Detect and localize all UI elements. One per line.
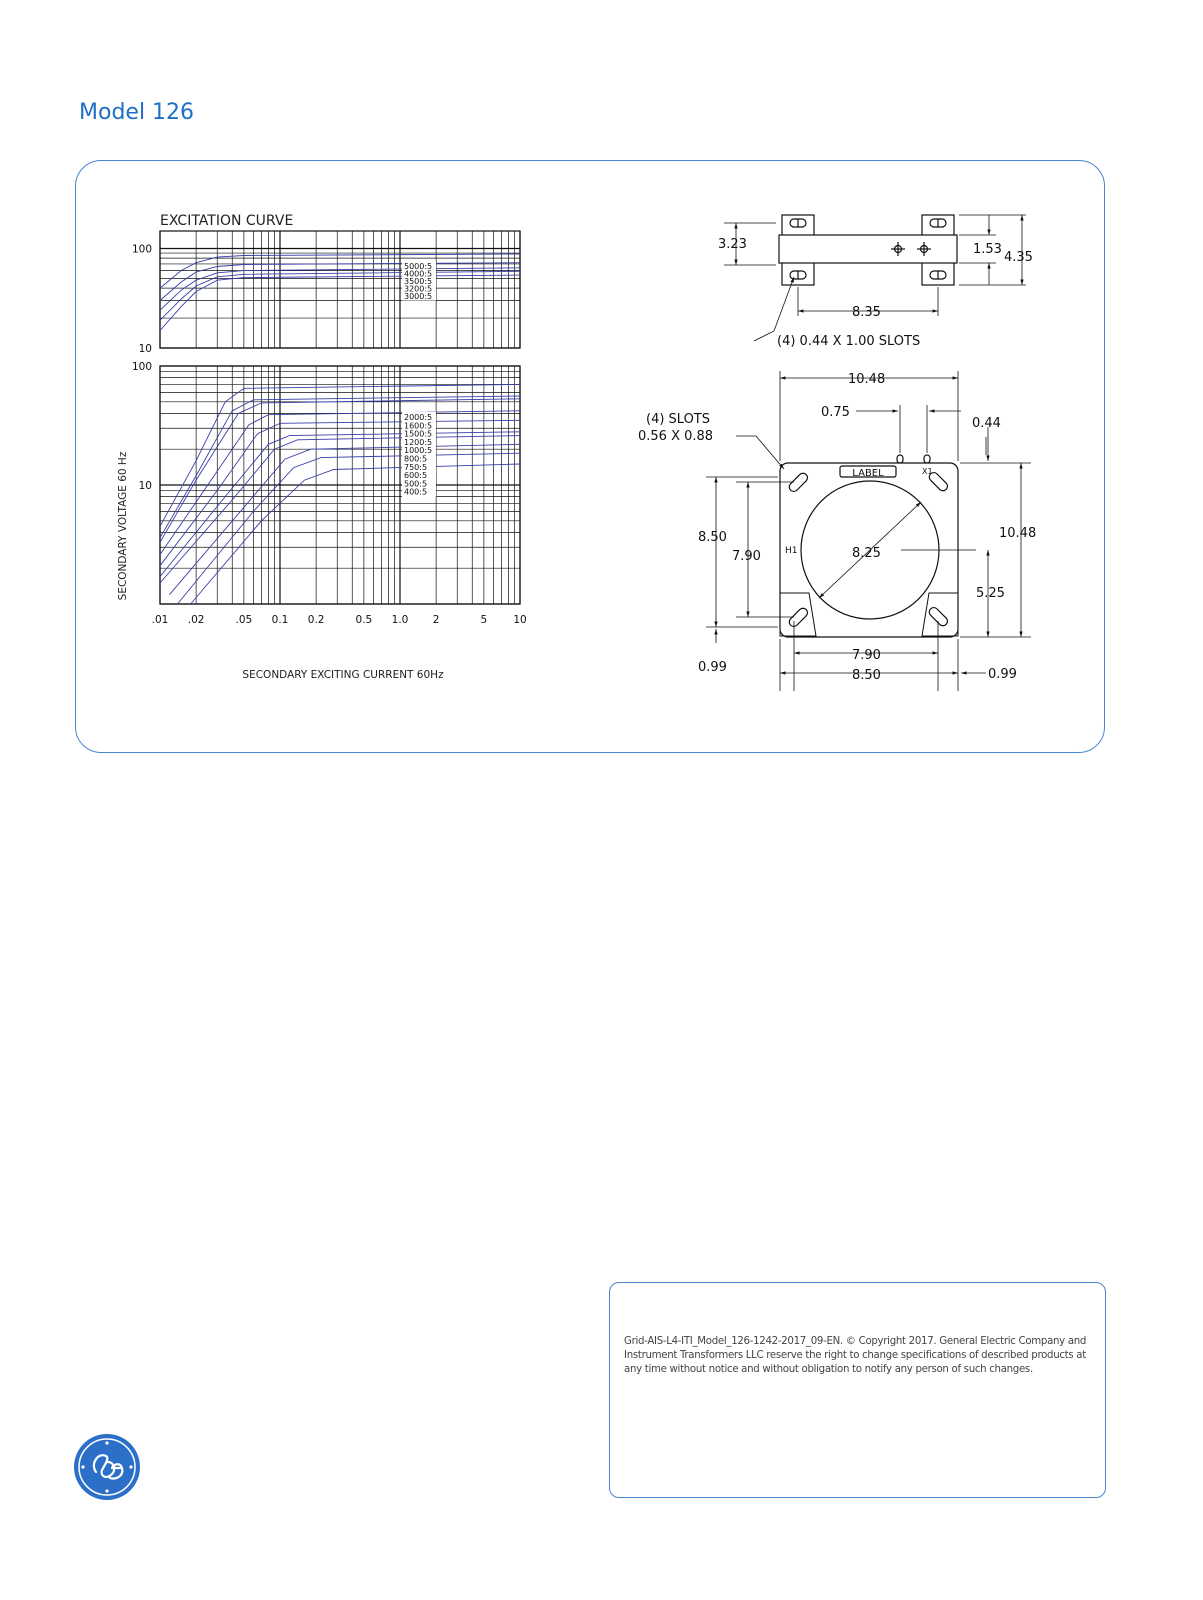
slots-note: (4) 0.44 X 1.00 SLOTS — [777, 334, 921, 349]
series-3500-5 — [160, 268, 520, 310]
dim-width-top: 10.48 — [848, 372, 886, 387]
upper-panel-grid — [160, 231, 520, 348]
slot-icon — [930, 219, 946, 227]
dim-right-height: 10.48 — [999, 526, 1037, 541]
dim-bottom-inner: 7.90 — [852, 648, 881, 663]
series-1000-5 — [160, 420, 520, 565]
ratio-label: 2000:5 — [404, 413, 433, 422]
series-2000-5 — [160, 384, 520, 526]
x-tick-label: 0.5 — [355, 614, 373, 626]
dim-right-center: 5.25 — [976, 586, 1005, 601]
dim-thickness: 1.53 — [973, 242, 1002, 257]
slot-icon — [790, 219, 806, 227]
x-tick-label: 10 — [513, 614, 527, 626]
dim-x1-offset: 0.75 — [821, 405, 850, 420]
dim-total: 4.35 — [1004, 250, 1033, 265]
excitation-curve-chart — [116, 201, 576, 731]
ge-monogram-icon — [72, 1432, 142, 1507]
ratio-label: 800:5 — [404, 454, 428, 464]
series-600-5 — [170, 444, 521, 594]
ratio-label: 1500:5 — [404, 429, 433, 439]
x-tick-label: 5 — [480, 614, 488, 626]
dim-left-outer: 8.50 — [698, 530, 727, 545]
series-3000-5 — [160, 275, 520, 330]
copyright-text: Grid-AIS-L4-ITI_Model_126-1242-2017_09-EN. © Copyright 2017. General Electric Company and Instrument Transformers LLC reserve the right to change specifications of described products at any time without notice and without obligation to notify any person of such changes. — [624, 1336, 1087, 1375]
upper-panel-curves — [160, 254, 520, 331]
ratio-label: 3000:5 — [404, 292, 433, 301]
ratio-label: 5000:5 — [404, 262, 433, 271]
slots-note-line2: 0.56 X 0.88 — [638, 429, 714, 444]
slot-icon — [930, 271, 946, 279]
dim-left-inner: 7.90 — [732, 549, 761, 564]
x-tick-label: .02 — [187, 614, 205, 626]
y-tick-label: 100 — [131, 243, 152, 256]
x-tick-label: 0.2 — [307, 614, 325, 626]
footer-panel — [609, 1282, 1106, 1498]
upper-ratio-labels — [402, 261, 436, 301]
x1-marker: X1 — [922, 467, 933, 476]
y-tick-label: 100 — [131, 361, 152, 373]
dim-height: 3.23 — [718, 237, 747, 252]
series-800-5 — [160, 429, 520, 577]
ratio-label: 3500:5 — [404, 277, 433, 286]
chart-title: EXCITATION CURVE — [160, 213, 294, 229]
ratio-label: 600:5 — [404, 471, 428, 481]
x-tick-label: .01 — [151, 614, 169, 626]
y-tick-label: 10 — [138, 480, 152, 492]
dim-slot-spacing: 8.35 — [852, 305, 881, 320]
ratio-label: 3200:5 — [404, 284, 433, 294]
dim-top-gap: 0.44 — [972, 416, 1001, 431]
top-view — [724, 215, 1026, 341]
series-500-5 — [178, 453, 521, 604]
ratio-label: 1200:5 — [404, 437, 433, 447]
ratio-label: 400:5 — [404, 487, 428, 497]
slots-note-line1: (4) SLOTS — [646, 412, 711, 427]
dim-bottom-left-offset: 0.99 — [698, 660, 727, 675]
y-tick-label: 10 — [138, 343, 152, 355]
series-5000-5 — [160, 254, 520, 288]
ratio-label: 500:5 — [404, 479, 428, 489]
series-1600-5 — [160, 396, 520, 538]
dimension-drawing — [638, 201, 1096, 701]
dim-bottom-outer: 8.50 — [852, 668, 881, 683]
lower-ratio-labels — [402, 412, 436, 497]
x-tick-label: 2 — [432, 614, 440, 626]
ratio-label: 4000:5 — [404, 269, 433, 279]
h1-marker: H1 — [785, 546, 798, 556]
x-tick-label: 1.0 — [391, 614, 409, 626]
lower-panel-curves — [160, 384, 520, 604]
content-panel — [75, 160, 1105, 753]
dim-diameter: 8.25 — [852, 546, 881, 561]
y-axis-label: SECONDARY VOLTAGE 60 Hz — [117, 451, 129, 601]
label-plate: LABEL — [852, 468, 884, 479]
ratio-label: 1600:5 — [404, 421, 433, 431]
series-750-5 — [160, 436, 520, 583]
ratio-label: 1000:5 — [404, 446, 433, 456]
x-tick-label: 0.1 — [271, 614, 289, 626]
x-tick-label: .05 — [235, 614, 253, 626]
ratio-label: 750:5 — [404, 462, 428, 472]
x-axis-label: SECONDARY EXCITING CURRENT 60Hz — [242, 669, 444, 681]
dim-bottom-right-offset: 0.99 — [988, 667, 1017, 682]
page-title: Model 126 — [79, 100, 195, 125]
slot-icon — [790, 271, 806, 279]
